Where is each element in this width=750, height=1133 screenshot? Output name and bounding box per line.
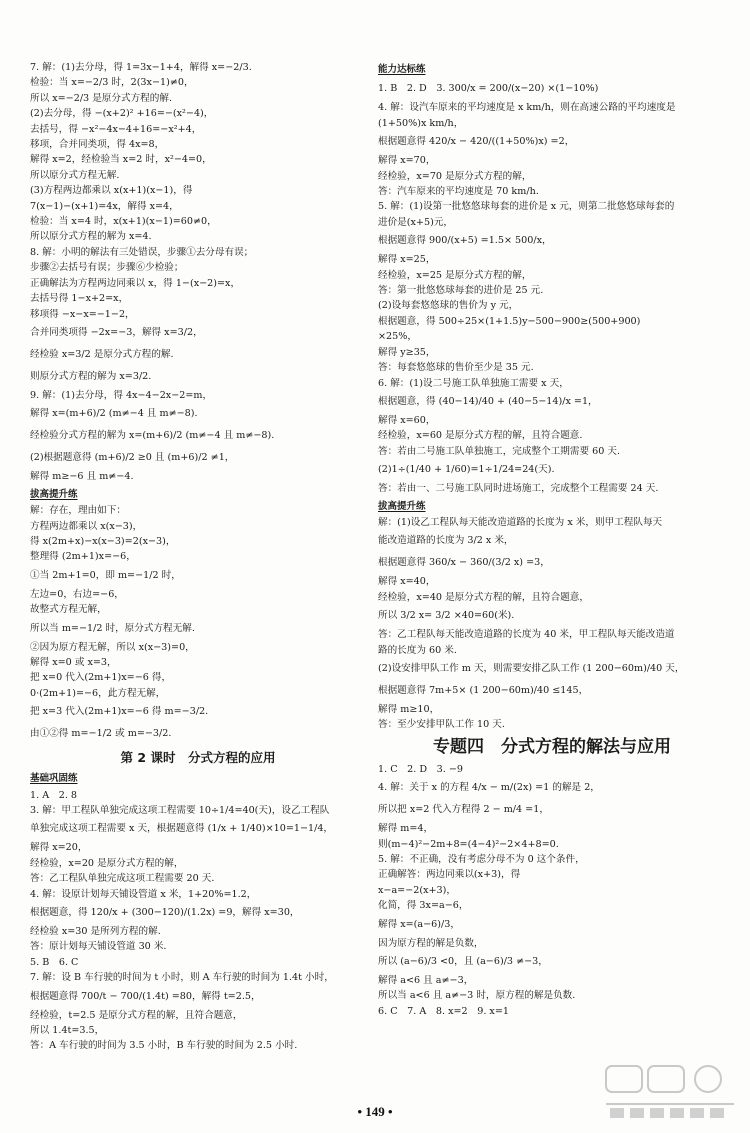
answer-line: 能改造道路的长度为 3/2 x 米， — [378, 535, 514, 547]
answer-line: 所以 (a−6)/3 <0，且 (a−6)/3 ≠−3， — [378, 956, 548, 968]
answer-line: 移项，合并同类项，得 4x=8， — [30, 139, 165, 151]
answer-line: 得 x(2m+x)−x(x−3)=2(x−3)， — [30, 535, 176, 547]
answer-line: 经检验 x=30 是所列方程的解. — [30, 926, 161, 938]
answer-line: 经检验，x=20 是原分式方程的解， — [30, 857, 184, 869]
answer-line: 解得 x=20， — [30, 842, 88, 854]
answer-line: 5. 解：不正确，没有考虑分母不为 0 这个条件， — [378, 854, 585, 865]
answer-line: 经检验，x=40 是原分式方程的解，且符合题意， — [378, 591, 589, 603]
topic-title: 专题四 分式方程的解法与应用 — [433, 736, 671, 757]
answer-line: 经检验，x=70 是原分式方程的解， — [378, 170, 532, 182]
watermark-logo — [600, 1060, 740, 1124]
answer-line: 答：第一批悠悠球每套的进价是 25 元. — [378, 285, 544, 297]
answer-line: 1. B 2. D 3. 300/x = 200/(x−20) ×(1−10%) — [378, 83, 599, 95]
answer-line: 解得 m≥−6 且 m≠−4. — [30, 471, 134, 483]
answer-line: 6. C 7. A 8. x=2 9. x=1 — [378, 1005, 509, 1017]
answer-line: 答：乙工程队每天能改造道路的长度为 40 米，甲工程队每天能改造道 — [378, 629, 675, 641]
answer-line: 所以 3/2 x= 3/2 ×40=60(米). — [378, 610, 515, 622]
answer-line: 方程两边都乘以 x(x−3)， — [30, 520, 143, 532]
answer-line: ②因为原方程无解，所以 x(x−3)=0， — [30, 641, 195, 653]
answer-line: 解：存在，理由如下： — [30, 505, 126, 517]
answer-line: 所以把 x=2 代入方程得 2 − m/4 =1， — [378, 804, 549, 816]
answer-line: 化简，得 3x=a−6， — [378, 900, 469, 912]
answer-line: 则原分式方程的解为 x=3/2. — [30, 370, 152, 382]
answer-line: 6. 解：(1)设二号施工队单独施工需要 x 天， — [378, 377, 569, 389]
answer-line: 答：原计划每天铺设管道 30 米. — [30, 941, 167, 953]
answer-line: 答：每套悠悠球的售价至少是 35 元. — [378, 362, 534, 374]
answer-line: 经检验，x=25 是原分式方程的解， — [378, 269, 532, 281]
answer-line: 根据题意，得 120/x + (300−120)/(1.2x) =9，解得 x=30， — [30, 907, 300, 919]
answer-line: 正确解答：两边同乘以(x+3)，得 — [378, 869, 521, 881]
answer-line: 路的长度为 60 米. — [378, 644, 457, 656]
answer-line: 解得 m≥10， — [378, 703, 440, 715]
answer-line: 8. 解：小明的解法有三处错误，步骤①去分母有误； — [30, 246, 254, 258]
answer-line: (2)去分母，得 −(x+2)² +16=−(x²−4)， — [30, 108, 214, 120]
left-column — [30, 60, 366, 1054]
answer-line: 移项得 −x−x=−1−2， — [30, 308, 135, 320]
answer-line: 由①②得 m=−1/2 或 m=−3/2. — [30, 728, 172, 740]
answer-line: 左边=0，右边=−6， — [30, 588, 124, 600]
answer-line: 5. 解：(1)设第一批悠悠球每套的进价是 x 元，则第二批悠悠球每套的 — [378, 201, 675, 213]
answer-line: (2)1÷(1/40 + 1/60)=1÷1/24=24(天). — [378, 464, 555, 476]
answer-line: 解得 m=4， — [378, 823, 434, 835]
answer-line: 根据题意得 360/x − 360/(3/2 x) =3， — [378, 557, 550, 569]
answer-line: 根据题意，得 500÷25×(1+1.5)y−500−900≥(500+900) — [378, 315, 641, 327]
answer-line: (2)设安排甲队工作 m 天，则需要安排乙队工作 (1 200−60m)/40 天， — [378, 662, 685, 674]
answer-line: 去括号得 1−x+2=x， — [30, 293, 129, 305]
answer-line: 根据题意得 900/(x+5) =1.5× 500/x， — [378, 235, 552, 247]
answer-line: 检验：当 x=−2/3 时，2(3x−1)≠0， — [30, 77, 194, 89]
answer-line: 解得 x=0 或 x=3， — [30, 656, 117, 668]
answer-line: 答：至少安排甲队工作 10 天. — [378, 719, 505, 731]
answer-line: 0·(2m+1)=−6，此方程无解， — [30, 687, 166, 699]
answer-line: 4. 解：设原计划每天铺设管道 x 米，1+20%=1.2， — [30, 888, 257, 900]
answer-line: 所以原分式方程无解. — [30, 169, 120, 181]
answer-line: 解得 x=(m+6)/2 (m≠−4 且 m≠−8). — [30, 408, 198, 420]
answer-line: x−a=−2(x+3)， — [378, 884, 456, 896]
answer-line: 7. 解：(1)去分母，得 1=3x−1+4，解得 x=−2/3. — [30, 62, 252, 73]
section-heading: 能力达标练 — [378, 64, 426, 75]
answer-line: 根据题意得 420/x − 420/((1+50%)x) =2， — [378, 136, 575, 148]
answer-line: 进价是(x+5)元， — [378, 216, 454, 228]
answer-line: 把 x=0 代入(2m+1)x=−6 得， — [30, 672, 172, 684]
answer-line: 所以当 a<6 且 a≠−3 时，原方程的解是负数. — [378, 990, 576, 1002]
answer-line: (1+50%)x km/h， — [378, 117, 464, 129]
answer-line: 解得 a<6 且 a≠−3， — [378, 975, 474, 987]
answer-line: 根据题意，得 (40−14)/40 + (40−5−14)/x =1， — [378, 395, 598, 407]
answer-line: 1. C 2. D 3. −9 — [378, 763, 463, 775]
answer-line: 4. 解：设汽车原来的平均速度是 x km/h，则在高速公路的平均速度是 — [378, 102, 676, 114]
answer-line: 解：(1)设乙工程队每天能改造道路的长度为 x 米，则甲工程队每天 — [378, 516, 663, 528]
answer-line: 答：A 车行驶的时间为 3.5 小时，B 车行驶的时间为 2.5 小时. — [30, 1040, 298, 1052]
answer-line: 所以 1.4t=3.5， — [30, 1025, 105, 1037]
section-heading: 拔高提升练 — [378, 500, 426, 512]
answer-line: 7. 解：设 B 车行驶的时间为 t 小时，则 A 车行驶的时间为 1.4t 小时， — [30, 972, 334, 984]
answer-line: 单独完成这项工程需要 x 天，根据题意得 (1/x + 1/40)×10=1−1/4， — [30, 823, 334, 835]
answer-line: (2)根据题意得 (m+6)/2 ≥0 且 (m+6)/2 ≠1， — [30, 452, 235, 464]
answer-line: 5. B 6. C — [30, 956, 79, 968]
answer-line: 9. 解：(1)去分母，得 4x−4−2x−2=m， — [30, 389, 213, 401]
answer-line: 答：若由二号施工队单独施工，完成整个工期需要 60 天. — [378, 445, 621, 457]
answer-line: 答：乙工程队单独完成这项工程需要 20 天. — [30, 873, 215, 885]
answer-line: 1. A 2. 8 — [30, 789, 78, 801]
answer-line: 答：若由一、二号施工队同时进场施工，完成整个工程需要 24 天. — [378, 483, 659, 495]
section-heading: 基础巩固练 — [30, 773, 78, 785]
section-heading: 拔高提升练 — [30, 488, 78, 500]
answer-line: 正确解法为方程两边同乘以 x，得 1−(x−2)=x， — [30, 277, 241, 289]
answer-line: 则(m−4)²−2m+8=(4−4)²−2×4+8=0. — [378, 838, 559, 850]
answer-line: 去括号，得 −x²−4x−4+16=−x²+4， — [30, 123, 202, 135]
answer-line: 解得 x=2，经检验当 x=2 时，x²−4=0， — [30, 154, 212, 166]
answer-line: 3. 解：甲工程队单独完成这项工程需要 10÷1/4=40(天)，设乙工程队 — [30, 805, 330, 816]
answer-line: 解得 x=(a−6)/3， — [378, 918, 460, 930]
lesson-title: 第 2 课时 分式方程的应用 — [120, 750, 276, 766]
answer-line: 所以 x=−2/3 是原分式方程的解. — [30, 92, 173, 104]
answer-line: 所以当 m=−1/2 时，原分式方程无解. — [30, 622, 195, 634]
answer-line: 经检验 x=3/2 是原分式方程的解. — [30, 348, 174, 360]
answer-line: 合并同类项得 −2x=−3，解得 x=3/2， — [30, 326, 203, 338]
page-number: • 149 • — [357, 1104, 393, 1119]
answer-line: 因为原方程的解是负数， — [378, 937, 484, 949]
answer-line: 答：汽车原来的平均速度是 70 km/h. — [378, 186, 539, 198]
answer-line: 根据题意得 700/t − 700/(1.4t) =80，解得 t=2.5， — [30, 990, 261, 1002]
answer-line: 解得 y≥35， — [378, 346, 436, 358]
answer-line: 故整式方程无解， — [30, 604, 107, 616]
answer-line: (3)方程两边都乘以 x(x+1)(x−1)，得 — [30, 185, 193, 197]
answer-line: 解得 x=60， — [378, 414, 436, 426]
answer-line: ①当 2m+1=0，即 m=−1/2 时， — [30, 569, 181, 581]
answer-line: ×25%， — [378, 331, 417, 343]
answer-line: 步骤②去括号有误；步骤⑥少检验； — [30, 262, 184, 274]
answer-line: 经检验，t=2.5 是原分式方程的解，且符合题意， — [30, 1009, 243, 1021]
answer-line: 解得 x=70， — [378, 155, 436, 167]
answer-line: 解得 x=25， — [378, 254, 436, 266]
answer-line: 检验：当 x=4 时，x(x+1)(x−1)=60≠0， — [30, 216, 217, 228]
answer-line: 4. 解：关于 x 的方程 4/x − m/(2x) =1 的解是 2， — [378, 782, 600, 794]
answer-line: 把 x=3 代入(2m+1)x=−6 得 m=−3/2. — [30, 706, 209, 718]
answer-line: 经检验，x=60 是原分式方程的解，且符合题意. — [378, 430, 583, 442]
answer-line: 解得 x=40， — [378, 576, 436, 588]
answer-line: 7(x−1)−(x+1)=4x，解得 x=4， — [30, 200, 179, 212]
right-column — [378, 60, 726, 1019]
answer-line: 经检验分式方程的解为 x=(m+6)/2 (m≠−4 且 m≠−8). — [30, 430, 275, 442]
answer-line: 根据题意得 7m+5× (1 200−60m)/40 ≤145， — [378, 684, 589, 696]
answer-line: (2)设每套悠悠球的售价为 y 元， — [378, 300, 519, 312]
answer-line: 所以原分式方程的解为 x=4. — [30, 231, 152, 243]
answer-line: 整理得 (2m+1)x=−6， — [30, 551, 136, 563]
